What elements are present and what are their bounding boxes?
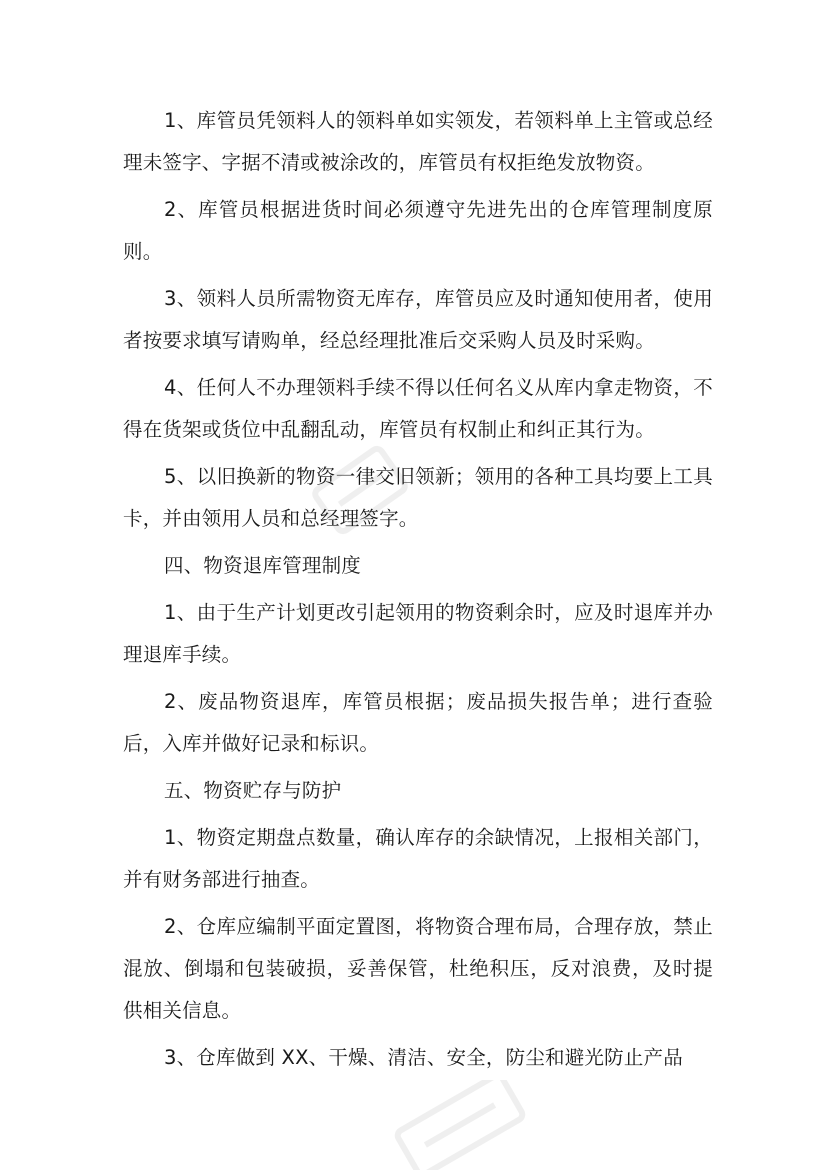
paragraph-issue-rule-5: 5、以旧换新的物资一律交旧领新；领用的各种工具均要上工具卡，并由领用人员和总经理签字。 [123, 465, 713, 530]
paragraph-storage-rule-1: 1、物资定期盘点数量，确认库存的余缺情况，上报相关部门，并有财务部进行抽查。 [123, 826, 713, 891]
paragraph-storage-rule-3: 3、仓库做到 XX、干燥、清洁、安全，防尘和避光防止产品 [164, 1046, 683, 1069]
document-body [123, 100, 713, 1084]
paragraph-return-rule-1: 1、由于生产计划更改引起领用的物资剩余时，应及时退库并办理退库手续。 [123, 601, 713, 666]
paragraph-issue-rule-3: 3、领料人员所需物资无库存，库管员应及时通知使用者，使用者按要求填写请购单，经总经理批准后交采购人员及时采购。 [123, 287, 713, 352]
paragraph-storage-rule-2: 2、仓库应编制平面定置图，将物资合理布局，合理存放，禁止混放、倒塌和包装破损，妥善保管，杜绝积压，反对浪费，及时提供相关信息。 [123, 915, 713, 1022]
paragraph-issue-rule-2: 2、库管员根据进货时间必须遵守先进先出的仓库管理制度原则。 [123, 198, 713, 263]
paragraph-issue-rule-4: 4、任何人不办理领料手续不得以任何名义从库内拿走物资，不得在货架或货位中乱翻乱动，库管员有权制止和纠正其行为。 [123, 376, 713, 441]
section-heading-return: 四、物资退库管理制度 [164, 554, 362, 577]
watermark-logo-bottom [380, 1080, 540, 1170]
paragraph-return-rule-2: 2、废品物资退库，库管员根据；废品损失报告单；进行查验后，入库并做好记录和标识。 [123, 690, 713, 755]
section-heading-storage: 五、物资贮存与防护 [164, 779, 342, 802]
paragraph-issue-rule-1: 1、库管员凭领料人的领料单如实领发，若领料单上主管或总经理未签字、字据不清或被涂改的，库管员有权拒绝发放物资。 [123, 109, 713, 174]
